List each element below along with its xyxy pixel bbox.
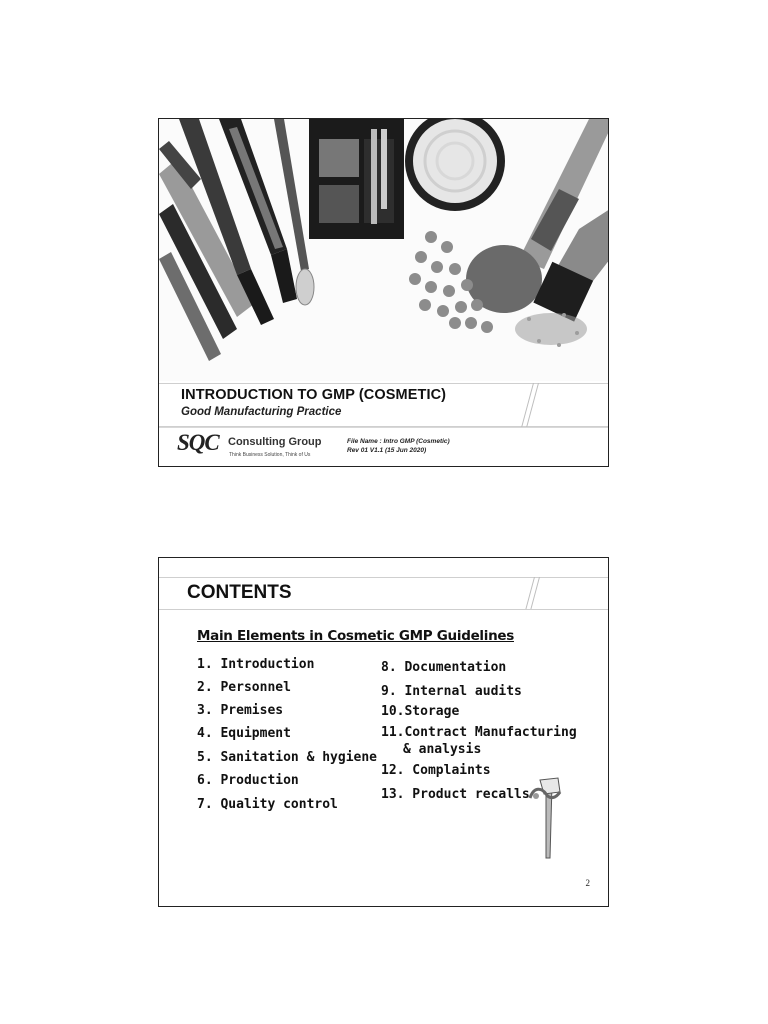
list-item: 6. Production — [197, 773, 299, 788]
list-item: 4. Equipment — [197, 726, 291, 741]
list-item: 2. Personnel — [197, 680, 291, 695]
deck-title: INTRODUCTION TO GMP (COSMETIC) — [181, 387, 447, 403]
deck-subtitle: Good Manufacturing Practice — [181, 406, 342, 418]
logo-tagline: Think Business Solution, Think of Us — [229, 452, 311, 458]
list-item: 10.Storage — [381, 704, 460, 719]
list-item: 12. Complaints — [381, 763, 491, 778]
file-info — [347, 437, 450, 455]
eyeshadow-palette-image — [309, 119, 404, 239]
list-item: 3. Premises — [197, 703, 284, 718]
file-name: File Name : Intro GMP (Cosmetic) — [347, 438, 450, 445]
cosmetics-photo — [159, 119, 609, 381]
list-item: 5. Sanitation & hygiene — [197, 750, 378, 765]
toothbrush-clipart — [526, 774, 570, 860]
list-item: 11.Contract Manufacturing — [381, 725, 577, 740]
list-item: 13. Product recalls — [381, 787, 530, 802]
contents-slide — [158, 557, 609, 907]
page-number: 2 — [585, 878, 590, 888]
list-item: 8. Documentation — [381, 660, 507, 675]
sqc-logo — [177, 430, 322, 458]
list-item: 9. Internal audits — [381, 684, 522, 699]
list-item-continuation: & analysis — [403, 742, 482, 757]
logo-group-name: Consulting Group — [228, 436, 322, 448]
list-item: 1. Introduction — [197, 657, 315, 672]
list-item: 7. Quality control — [197, 797, 338, 812]
contents-subheading: Main Elements in Cosmetic GMP Guidelines — [197, 628, 514, 644]
logo-text: SQC — [177, 430, 219, 455]
title-slide — [158, 118, 609, 467]
revision: Rev 01 V1.1 (15 Jun 2020) — [347, 447, 427, 454]
contents-title: CONTENTS — [187, 582, 292, 603]
